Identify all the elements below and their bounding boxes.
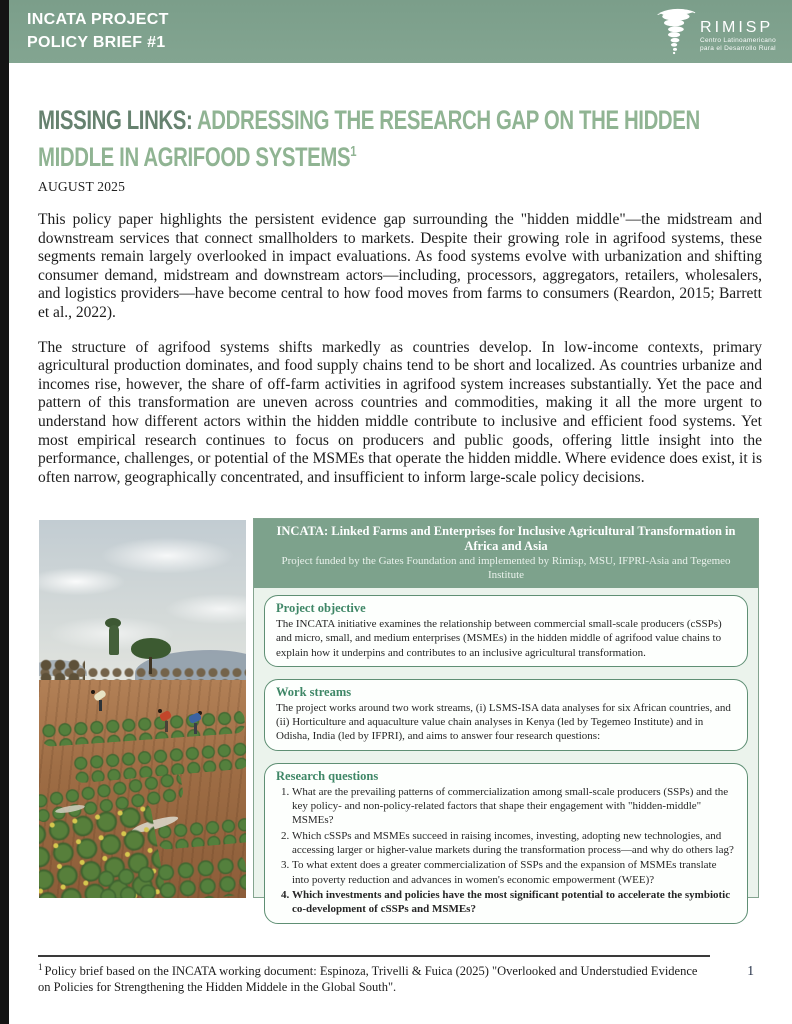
page-left-edge bbox=[0, 0, 9, 1024]
rimisp-wordmark: RIMISP bbox=[700, 19, 774, 36]
page-footer bbox=[38, 955, 762, 995]
page-content bbox=[38, 63, 762, 487]
research-questions-card bbox=[264, 763, 748, 925]
project-objective-text: The INCATA initiative examines the relationship between commercial small-scale producers (cSSPs) and micro, small, and medium enterprises (MSMEs) in the hidden middle of agrifood value chains to explain how it underpins and contributes to an inclusive agricultural transformation. bbox=[276, 618, 722, 659]
title-rest: ADDRESSING THE RESEARCH GAP ON THE HIDDEN MIDDLE IN AGRIFOOD SYSTEMS bbox=[38, 105, 700, 172]
brief-number: POLICY BRIEF #1 bbox=[27, 34, 166, 51]
research-questions-heading: Research questions bbox=[276, 768, 379, 783]
header-band bbox=[0, 0, 792, 63]
footnote-text: Policy brief based on the INCATA working document: Espinoza, Trivelli & Fuica (2025) "Overlooked and Understudied Evidence on Policies for Strengthening the Hidden Middele in the Global South". bbox=[38, 964, 698, 994]
series-title: INCATA PROJECT bbox=[27, 11, 169, 28]
research-question-4: 4. Which investments and policies have the most significant potential to accelerate the symbiotic co-development of cSSPs and MSMEs? bbox=[292, 888, 736, 917]
page-number: 1 bbox=[747, 963, 754, 978]
research-questions-list bbox=[276, 785, 736, 917]
photo-tree-canopy bbox=[131, 638, 171, 659]
infobox-header bbox=[254, 519, 758, 588]
header-titles bbox=[27, 8, 169, 54]
work-streams-card bbox=[264, 679, 748, 751]
worker-legs bbox=[99, 700, 102, 711]
infobox-body bbox=[254, 588, 758, 931]
title-footnote-marker: 1 bbox=[350, 143, 357, 160]
photo-worker-2 bbox=[157, 708, 175, 732]
infobox-title: INCATA: Linked Farms and Enterprises for Inclusive Agricultural Transformation in Africa and Asia bbox=[276, 524, 736, 553]
photo-cactus bbox=[109, 625, 119, 655]
photo-tree-trunk bbox=[149, 657, 152, 674]
research-question-1: 1. What are the prevailing patterns of commercialization among small-scale producers (SSPs) and the key policy- and non-policy-related factors that shape their engagement with "hidden-middle" MSMEs? bbox=[292, 785, 736, 828]
infobox-subtitle: Project funded by the Gates Foundation and implemented by Rimisp, MSU, IFPRI-Asia and Tegemeo Institute bbox=[281, 555, 731, 581]
rimisp-tagline-line2: para el Desarrollo Rural bbox=[700, 45, 776, 52]
page-title bbox=[38, 105, 763, 173]
rimisp-logo-text bbox=[700, 19, 776, 53]
work-streams-text: The project works around two work streams, (i) LSMS-ISA data analyses for six African countries, and (ii) Horticulture and aquaculture value chain analyses in Kenya (led by Tegemeo Institute) and in Odisha, India (led by IFPRI), and aims to answer four research questions: bbox=[276, 701, 731, 743]
photo-worker-3 bbox=[185, 710, 205, 734]
photo-worker-1 bbox=[91, 688, 111, 714]
incata-infobox bbox=[253, 518, 759, 916]
worker-legs bbox=[165, 721, 168, 732]
footnote-marker: 1 bbox=[38, 962, 43, 972]
rimisp-whirlwind-icon bbox=[654, 5, 696, 59]
rimisp-logo bbox=[654, 3, 776, 59]
research-question-3: 3. To what extent does a greater commercialization of SSPs and the expansion of MSMEs translate into poverty reduction and advances in women's economic empowerment (WEE)? bbox=[292, 858, 736, 887]
photo-bush-left bbox=[39, 658, 85, 682]
publication-date: AUGUST 2025 bbox=[38, 179, 126, 194]
farm-field-photo bbox=[39, 520, 246, 898]
footnote bbox=[38, 960, 698, 995]
project-objective-card bbox=[264, 595, 748, 667]
project-objective-heading: Project objective bbox=[276, 601, 366, 615]
work-streams-heading: Work streams bbox=[276, 684, 352, 699]
research-question-2: 2. Which cSSPs and MSMEs succeed in raising incomes, investing, adopting new technologies, and accessing larger or higher-value markets during the transformation process—and why do others lag? bbox=[292, 829, 736, 858]
title-lead: MISSING LINKS: bbox=[38, 105, 193, 135]
worker-legs bbox=[194, 723, 197, 734]
rimisp-tagline-line1: Centro Latinoamericano bbox=[700, 37, 776, 44]
body-paragraph-1: This policy paper highlights the persistent evidence gap surrounding the "hidden middle"—the midstream and downstream services that connect smallholders to markets. Despite their growing role in agrifood systems, these segments remain largely overlooked in impact evaluations. As food systems evolve with urbanization and shifting consumer demand, midstream and downstream actors—including, processors, aggregators, retailers, wholesalers, and logistics providers—have become central to how food moves from farms to consumers (Reardon, 2015; Barrett et al., 2022). bbox=[38, 211, 762, 321]
footnote-divider bbox=[38, 955, 710, 957]
figure-row bbox=[39, 520, 762, 916]
body-paragraph-2: The structure of agrifood systems shifts markedly as countries develop. In low-income contexts, primary agricultural production dominates, and food supply chains tend to be short and localized. As countries urbanize and incomes rise, however, the share of off-farm activities in agrifood system increases substantially. Yet the pace and pattern of this transformation are uneven across countries and commodities, making it all the more urgent to understand how different actors within the hidden middle contribute to inclusive and efficient food systems. Yet most empirical research continues to focus on producers and public goods, offering little insight into the performance, challenges, or potential of the MSMEs that operate the hidden middle. Where evidence does exist, it is often narrow, geographically concentrated, and insufficient to inform large-scale policy decisions. bbox=[38, 338, 762, 486]
